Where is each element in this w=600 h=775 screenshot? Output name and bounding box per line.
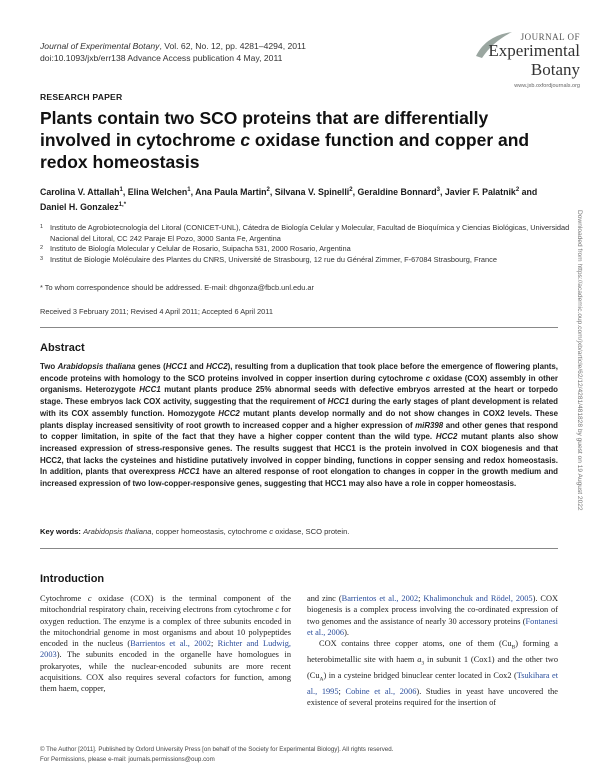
divider [40,327,558,328]
author[interactable]: Javier F. Palatnik$^2$ [444,186,520,197]
citation-link[interactable]: Barrientos et al., 2002 [341,594,419,603]
logo-line-2: Experimental [488,41,580,60]
paper-title [40,107,530,173]
author[interactable]: Geraldine Bonnard$^3$ [357,186,441,197]
title-line-3: redox homeostasis [40,152,200,172]
author-list: Carolina V. Attallah$^1$, Elina Welchen$^1$, Ana Paula Martin$^2$, Silvana V. Spinelli$^2$, Geraldine Bonnard$^3$, Javier F. Palatnik$^2$ and Daniel H. Gonzalez$^{1,*}$ [40,186,538,212]
journal-logo [470,30,580,100]
author[interactable]: Ana Paula Martin$^2$ [195,186,270,197]
author[interactable]: Daniel H. Gonzalez$^{1,*}$ [40,201,127,212]
author[interactable]: Elina Welchen$^1$ [127,186,191,197]
citation-link[interactable]: Fontanesi et al., 2006 [307,616,558,637]
affiliation: 2 Instituto de Biología Molecular y Celular de Rosario, Suipacha 531, 2000 Rosario, Argentina [40,244,351,253]
journal-citation [40,40,306,52]
abstract-text: Two Arabidopsis thaliana genes (HCC1 and HCC2), resulting from a duplication that took place before the emergence of flowering plants, encode proteins with homology to the SCO proteins involved in copper insertion during cytochrome c oxidase (COX) assembly in other organisms. Heterozygote HCC1 mutant plants produce 25% abnormal seeds with defective embryos arrested at the heart or torpedo stage. These embryos lack COX activity, suggesting that the requirement of HCC1 during the early stages of plant development is related with its COX assembly function. Homozygote HCC2 mutant plants develop normally and do not show changes in COX2 levels. These plants display increased sensitivity of root growth to increased copper and a higher expression of miR398 and other genes that respond to copper limitation, in spite of the fact that they have a higher copper content than the wild type. HCC2 mutant plants also show increased expression of stress-responsive genes. The results suggest that HCC1 is the protein involved in COX biogenesis and that HCC2, that lacks the cysteines and histidine putatively involved in copper binding, functions in copper sensing and redox homeostasis. In addition, plants that overexpress HCC1 have an altered response of root elongation to changes in copper in the growth medium and increased expression of two low-copper-responsive genes, suggesting that HCC1 may also have a role in copper homeostasis. [40,362,559,489]
citation-link[interactable]: Khalimonchuk and Rödel, 2005 [423,594,533,603]
citation-link[interactable]: Cobine et al., 2006 [345,687,417,697]
citation-link[interactable]: Tsukihara et al., 1995 [307,671,559,697]
citation-link[interactable]: Barrientos et al., 2002 [130,639,211,649]
logo-url[interactable]: www.jxb.oxfordjournals.org [514,83,580,89]
copyright-line: © The Author [2011]. Published by Oxford University Press [on behalf of the Society for Experimental Biology]. All rights reserved. [40,746,394,753]
doi-line[interactable]: doi:10.1093/jxb/err138 Advance Access publication 4 May, 2011 [40,53,283,63]
keywords: Key words: Arabidopsis thaliana, copper homeostasis, cytochrome c oxidase, SCO protein. [40,527,350,536]
download-watermark-text: Downloaded from https://academic.oup.com/jxb/article/62/12/4281/481828 by guest on 19 August 2022 [576,210,583,511]
intro-left-column: Cytochrome c oxidase (COX) is the terminal component of the mitochondrial respiratory chain, receiving electrons from cytochrome c for oxygen reduction. The enzyme is a complex of three subunits encoded in the mitochondrial genome in most organisms and about 10 polypeptides encoded in the nucleus (Barrientos et al., 2002; Richter and Ludwig, 2003). The subunits encoded in the organelle have homologues in prokaryotes, while the nuclear-encoded subunits are more recent acquisitions. COX also requires several cofactors for function, among them haem, copper, [40,594,292,694]
correspondence-note: * To whom correspondence should be addressed. E-mail: dhgonza@fbcb.unl.edu.ar [40,283,315,292]
author[interactable]: Carolina V. Attallah$^1$ [40,186,123,197]
title-line-2: involved in cytochrome c oxidase function and copper and [40,130,530,150]
abstract-heading: Abstract [40,342,85,354]
received-dates: Received 3 February 2011; Revised 4 April 2011; Accepted 6 April 2011 [40,307,273,316]
citation-link[interactable]: Richter and Ludwig, 2003 [40,639,292,660]
title-line-1: Plants contain two SCO proteins that are differentially [40,108,489,128]
affiliation: 1 Instituto de Agrobiotecnología del Litoral (CONICET-UNL), Cátedra de Biología Celular y Molecular, Facultad de Bioquímica y Ciencias Biológicas, Universidad Nacional del Litoral, CC 242 Paraje El Pozo, 3000 Santa Fe, Argentina [40,223,570,243]
affiliation: 3 Institut de Biologie Moléculaire des Plantes du CNRS, Université de Strasbourg, 12 rue du Général Zimmer, F-67084 Strasbourg, France [40,254,497,264]
logo-line-1: JOURNAL OF [520,32,580,42]
affiliations [40,223,570,265]
citation-details: , Vol. 62, No. 12, pp. 4281–4294, 2011 [159,41,306,51]
intro-right-column: and zinc (Barrientos et al., 2002; Khalimonchuk and Rödel, 2005). COX biogenesis is a complex process involving the co-ordinated expression of two genomes and the assistance of nearly 30 accessory proteins (Fontanesi et al., 2006). COX contains three copper atoms, one of them $(Cu_B)$ forming a heterobimetallic site with haem $a_3$ in subunit 1 (Cox1) and the other two $(Cu_A)$ in a cysteine bridged binuclear center located in Cox2 (Tsukihara et al., 1995; Cobine et al., 2006). Studies in yeast have uncovered the existence of several proteins required for the insertion of [307,594,559,708]
logo-line-3: Botany [530,60,580,79]
author[interactable]: Silvana V. Spinelli$^2$ [274,186,353,197]
download-watermark [578,210,588,630]
introduction-heading: Introduction [40,573,105,585]
copyright-footer [40,745,393,764]
divider [40,548,558,549]
permissions-line: For Permissions, please e-mail: journals.permissions@oup.com [40,755,215,763]
journal-name: Journal of Experimental Botany [40,41,160,51]
section-label: RESEARCH PAPER [40,92,123,102]
